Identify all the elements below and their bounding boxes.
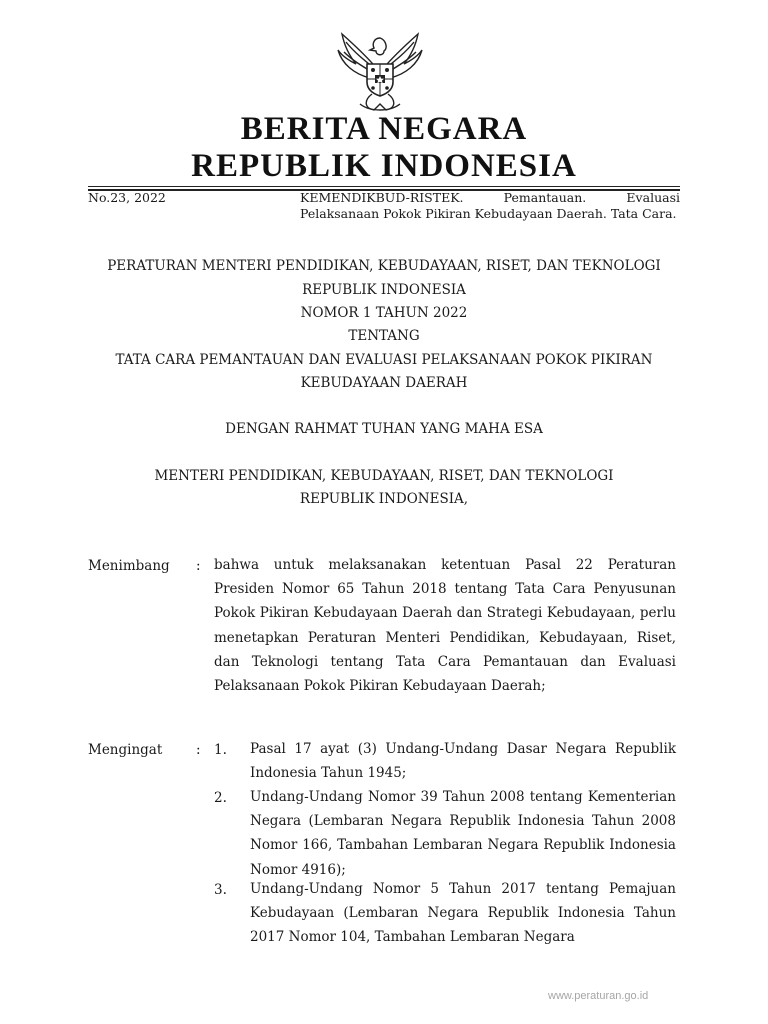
minister-line2: REPUBLIK INDONESIA, (299, 491, 469, 507)
regulation-subject-line1: TATA CARA PEMANTAUAN DAN EVALUASI PELAKSANAAN POKOK PIKIRAN (115, 352, 653, 368)
mengingat-colon: : (196, 742, 201, 758)
regulation-number: NOMOR 1 TAHUN 2022 (300, 305, 468, 321)
page-title-line2: REPUBLIK INDONESIA (191, 148, 577, 184)
mengingat-label: Mengingat (88, 742, 163, 758)
mengingat-item-text: Undang-Undang Nomor 39 Tahun 2008 tentang Kementerian Negara (Lembaran Negara Republik Indonesia Tahun 2008 Nomor 166, Tambahan Lembaran Negara Republik Indonesia Nomor 4916); (250, 789, 676, 878)
regulation-tentang: TENTANG (348, 328, 420, 344)
regulation-title-line1: PERATURAN MENTERI PENDIDIKAN, KEBUDAYAAN, RISET, DAN TEKNOLOGI (107, 258, 661, 274)
divider-thin (88, 186, 680, 187)
mengingat-item-text: Pasal 17 ayat (3) Undang-Undang Dasar Negara Republik Indonesia Tahun 1945; (250, 741, 676, 782)
menimbang-text: bahwa untuk melaksanakan ketentuan Pasal 22 Peraturan Presiden Nomor 65 Tahun 2018 tentang Tata Cara Penyusunan Pokok Pikiran Kebudayaan Daerah dan Strategi Kebudayaan, perlu menetapkan Peraturan Menteri Pendidikan, Kebudayaan, Riset, dan Teknologi tentang Tata Cara Pemantauan dan Evaluasi Pelaksanaan Pokok Pikiran Kebudayaan Daerah; (214, 557, 676, 695)
blessing-line: DENGAN RAHMAT TUHAN YANG MAHA ESA (225, 421, 543, 437)
document-number: No.23, 2022 (88, 190, 166, 205)
mengingat-item-number: 3. (214, 882, 227, 898)
footer-website-link[interactable]: www.peraturan.go.id (548, 990, 649, 1002)
mengingat-item-text: Undang-Undang Nomor 5 Tahun 2017 tentang Pemajuan Kebudayaan (Lembaran Negara Republik Indonesia Tahun 2017 Nomor 104, Tambahan Lembaran Negara (250, 881, 676, 946)
mengingat-item-number: 2. (214, 790, 227, 806)
regulation-title-line2: REPUBLIK INDONESIA (302, 282, 466, 298)
regulation-subject-line2: KEBUDAYAAN DAERAH (300, 375, 468, 391)
minister-line1: MENTERI PENDIDIKAN, KEBUDAYAAN, RISET, DAN TEKNOLOGI (154, 468, 614, 484)
menimbang-label: Menimbang (88, 558, 170, 574)
page-title-line1: BERITA NEGARA (240, 111, 528, 147)
document-keywords: KEMENDIKBUD-RISTEK. Pemantauan. Evaluasi Pelaksanaan Pokok Pikiran Kebudayaan Daerah. Tata Cara. (300, 190, 680, 221)
garuda-emblem-icon (334, 30, 426, 114)
menimbang-colon: : (196, 558, 201, 574)
mengingat-item-number: 1. (214, 742, 227, 758)
